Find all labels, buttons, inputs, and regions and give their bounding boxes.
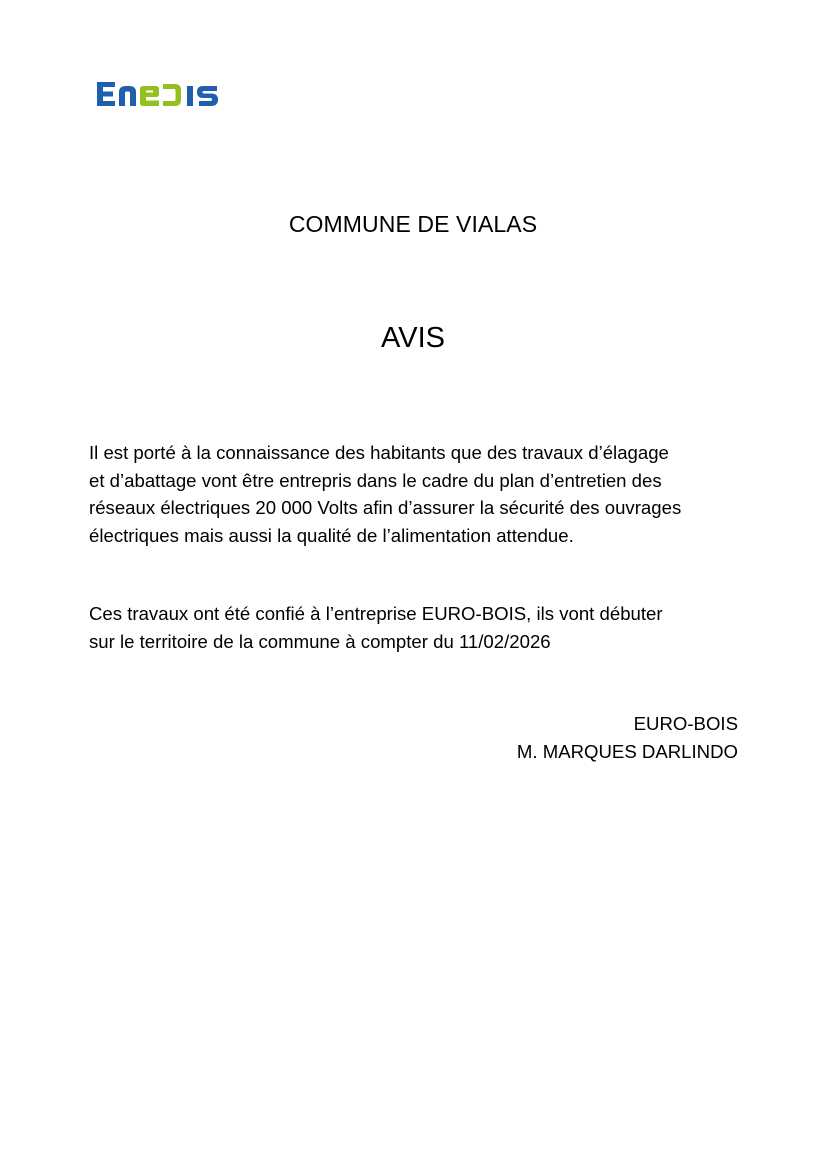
text-line: Il est porté à la connaissance des habitants que des travaux d’élagage bbox=[89, 442, 669, 463]
enedis-logo bbox=[93, 76, 253, 112]
commune-heading: COMMUNE DE VIALAS bbox=[288, 211, 538, 237]
text-line: réseaux électriques 20 000 Volts afin d’assurer la sécurité des ouvrages bbox=[89, 497, 682, 519]
text-line: et d’abattage vont être entrepris dans le cadre du plan d’entretien des bbox=[89, 469, 662, 491]
signature-block bbox=[380, 710, 738, 766]
text-line: électriques mais aussi la qualité de l’alimentation attendue. bbox=[89, 524, 574, 546]
signature-name: M. MARQUES DARLINDO bbox=[516, 741, 738, 762]
notice-title: AVIS bbox=[381, 322, 445, 354]
notice-paragraph-2 bbox=[89, 600, 749, 655]
signature-company: EURO-BOIS bbox=[633, 713, 738, 734]
text-line: sur le territoire de la commune à compter du 11/02/2026 bbox=[89, 630, 551, 652]
text-line: Ces travaux ont été confié à l’entreprise EURO-BOIS, ils vont débuter bbox=[89, 603, 663, 624]
notice-paragraph-1 bbox=[89, 439, 749, 549]
